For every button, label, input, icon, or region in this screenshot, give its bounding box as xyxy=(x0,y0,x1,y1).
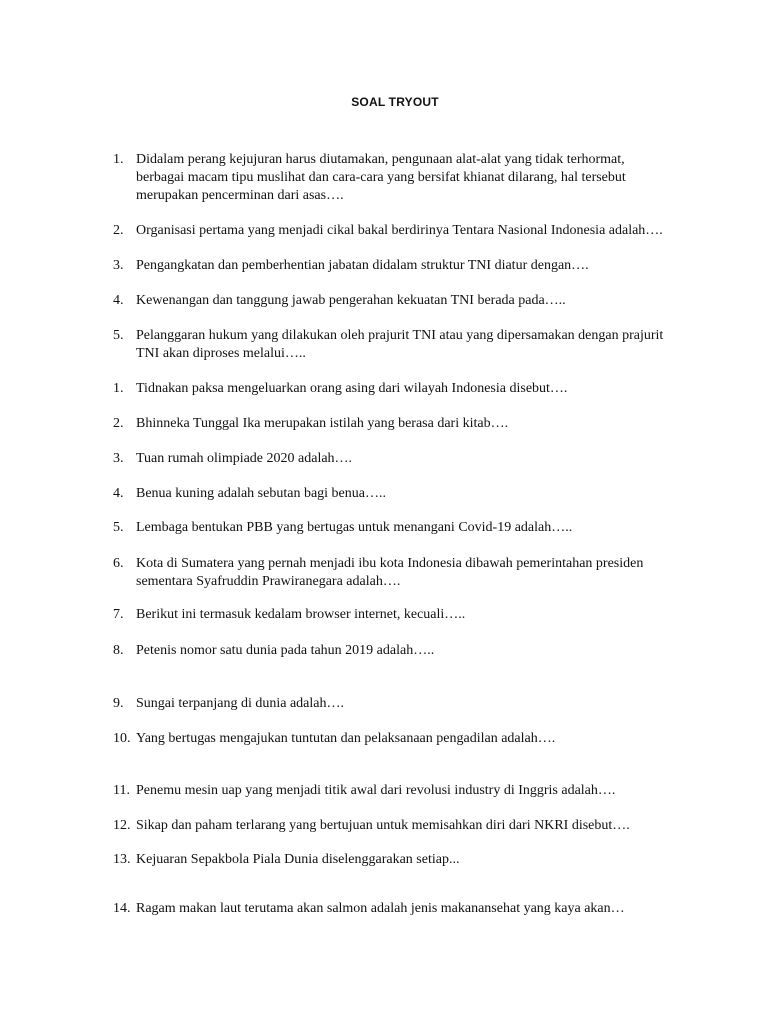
question-number: 7. xyxy=(113,607,124,622)
question-number: 4. xyxy=(113,293,124,308)
question-text: Sungai terpanjang di dunia adalah…. xyxy=(136,696,344,711)
question-number: 5. xyxy=(113,328,124,343)
question-text: Pelanggaran hukum yang dilakukan oleh prajurit TNI atau yang dipersamakan dengan prajurit TNI akan diproses melalui….. xyxy=(136,328,664,361)
question-text: Sikap dan paham terlarang yang bertujuan untuk memisahkan diri dari NKRI disebut…. xyxy=(136,818,630,833)
question-number: 1. xyxy=(113,381,124,396)
question-text: Tuan rumah olimpiade 2020 adalah…. xyxy=(136,451,353,466)
question-number: 14. xyxy=(113,901,131,916)
question-text: Benua kuning adalah sebutan bagi benua….. xyxy=(136,486,386,501)
question-text: Organisasi pertama yang menjadi cikal bakal berdirinya Tentara Nasional Indonesia adalah…. xyxy=(136,223,663,238)
question-number: 11. xyxy=(113,783,130,798)
question-number: 6. xyxy=(113,556,124,571)
question-text: Berikut ini termasuk kedalam browser internet, kecuali….. xyxy=(136,607,466,622)
question-text: Penemu mesin uap yang menjadi titik awal dari revolusi industry di Inggris adalah…. xyxy=(136,783,616,798)
question-number: 4. xyxy=(113,486,124,501)
question-number: 1. xyxy=(113,152,124,167)
question-number: 5. xyxy=(113,520,124,535)
question-text: Kejuaran Sepakbola Piala Dunia diselenggarakan setiap... xyxy=(136,852,460,867)
question-text: Pengangkatan dan pemberhentian jabatan didalam struktur TNI diatur dengan…. xyxy=(136,258,589,273)
question-number: 8. xyxy=(113,643,124,658)
question-text: Yang bertugas mengajukan tuntutan dan pelaksanaan pengadilan adalah…. xyxy=(136,731,556,746)
question-text: Kota di Sumatera yang pernah menjadi ibu kota Indonesia dibawah pemerintahan presiden sementara Syafruddin Prawiranegara adalah…. xyxy=(136,556,644,589)
question-text: Ragam makan laut terutama akan salmon adalah jenis makanansehat yang kaya akan… xyxy=(136,901,625,916)
question-number: 3. xyxy=(113,258,124,273)
question-number: 10. xyxy=(113,731,131,746)
question-number: 2. xyxy=(113,416,124,431)
question-number: 3. xyxy=(113,451,124,466)
question-text: Bhinneka Tunggal Ika merupakan istilah yang berasa dari kitab…. xyxy=(136,416,509,431)
question-text: Kewenangan dan tanggung jawab pengerahan kekuatan TNI berada pada….. xyxy=(136,293,566,308)
question-number: 2. xyxy=(113,223,124,238)
question-text: Didalam perang kejujuran harus diutamakan, pengunaan alat-alat yang tidak terhormat, berbagai macam tipu muslihat dan cara-cara yang bersifat khianat dilarang, hal tersebut merupakan pencerminan dari asas…. xyxy=(136,152,626,203)
question-text: Petenis nomor satu dunia pada tahun 2019 adalah….. xyxy=(136,643,435,658)
question-number: 9. xyxy=(113,696,124,711)
question-number: 13. xyxy=(113,852,131,867)
page-title: SOAL TRYOUT xyxy=(351,95,439,109)
question-text: Tidnakan paksa mengeluarkan orang asing dari wilayah Indonesia disebut…. xyxy=(136,381,568,396)
question-number: 12. xyxy=(113,818,131,833)
question-text: Lembaga bentukan PBB yang bertugas untuk menangani Covid-19 adalah….. xyxy=(136,520,573,535)
